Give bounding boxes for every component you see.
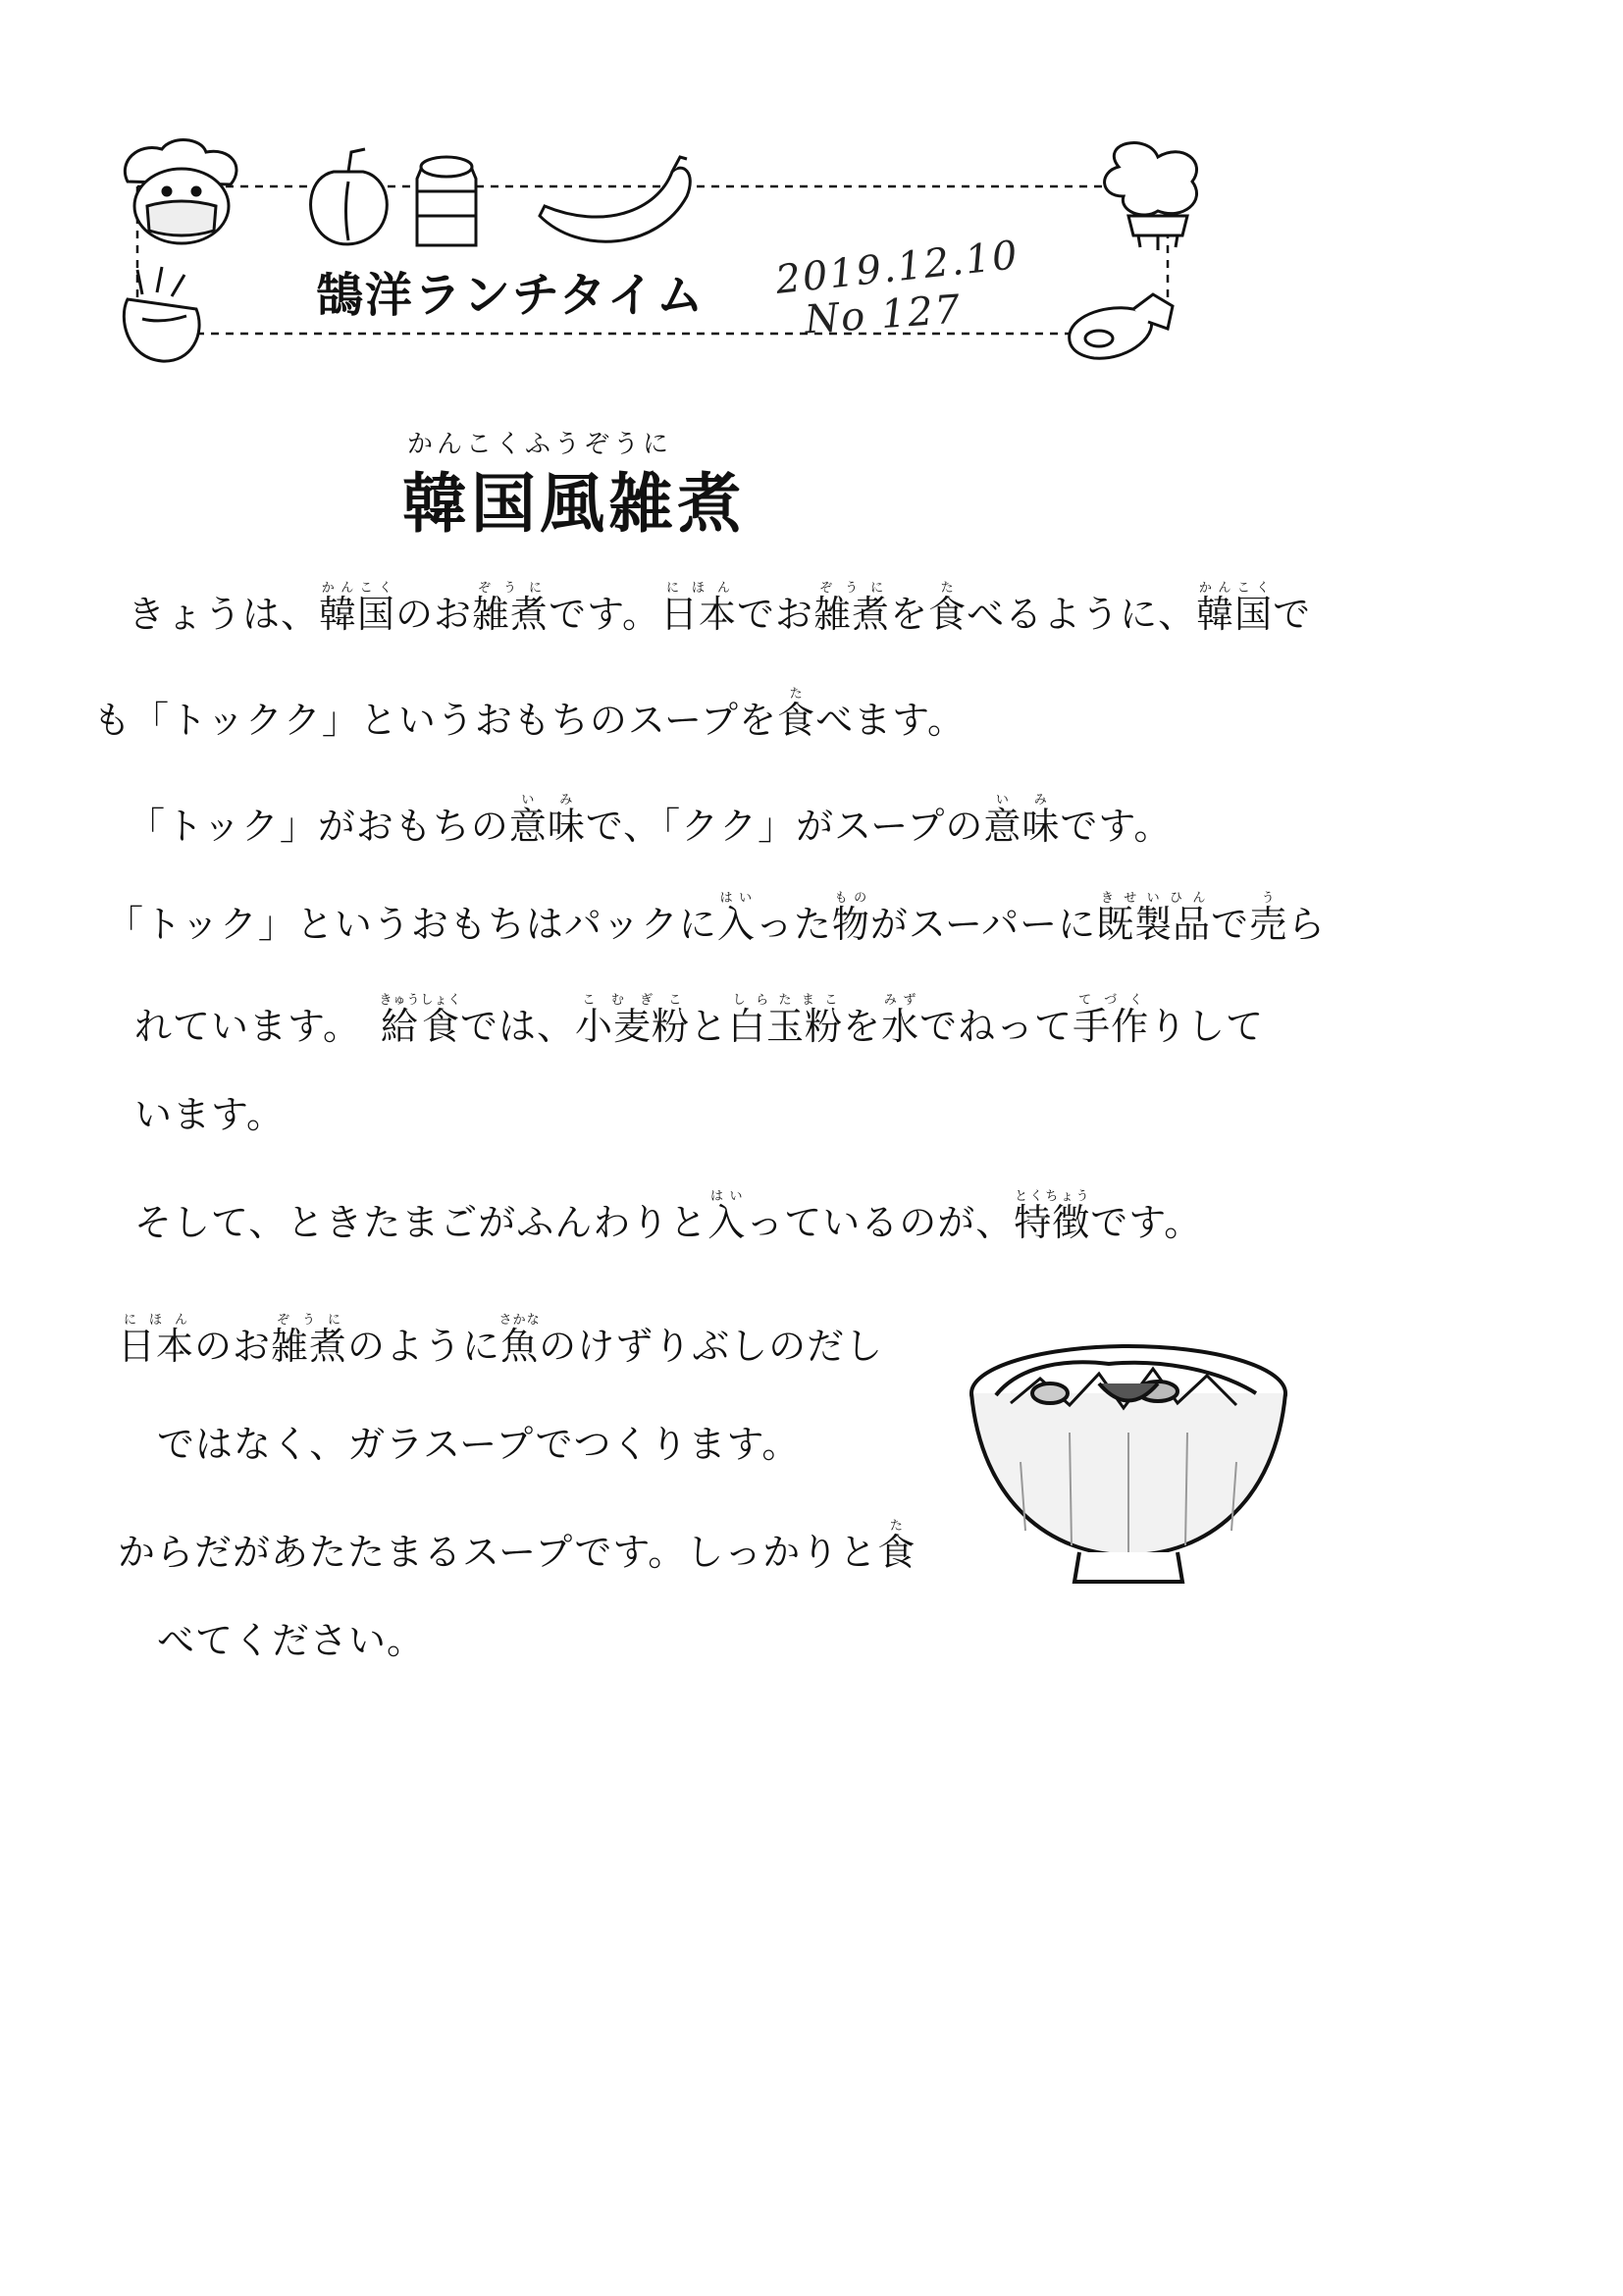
paragraph-line-9: ではなく、ガラスープでつくります。 bbox=[157, 1423, 801, 1466]
paragraph-line-5: れています。 給食きゅうしょくでは、小麦粉こむぎこと白玉粉しらたまこを水みずでねって手作てづくりして bbox=[134, 993, 1265, 1048]
header-frame bbox=[108, 137, 1227, 373]
newsletter-title: 鵠洋ランチタイム bbox=[316, 268, 706, 323]
chef-icon bbox=[125, 140, 236, 243]
paragraph-line-11: べてください。 bbox=[157, 1619, 426, 1662]
paragraph-line-7: そして、ときたまごがふんわりと入はいっているのが、特徴とくちょうです。 bbox=[134, 1189, 1203, 1244]
paragraph-line-3: 「トック」がおもちの意味いみで、「クク」がスープの意味いみです。 bbox=[128, 793, 1173, 848]
paragraph-line-2: も「トックク」というおもちのスープを食たべます。 bbox=[93, 687, 967, 742]
paragraph-line-6: います。 bbox=[134, 1093, 285, 1136]
cauliflower-icon bbox=[1105, 143, 1197, 250]
banana-icon bbox=[540, 157, 690, 241]
title-ruby: かんこくふうぞうに bbox=[407, 430, 673, 459]
paragraph-line-8: 日本にほんのお雑煮ぞうにのように魚さかなのけずりぶしのだし bbox=[118, 1313, 884, 1368]
soup-bowl-icon bbox=[962, 1325, 1295, 1599]
page-title: 韓国風雑煮 bbox=[402, 466, 746, 542]
handwritten-date: 2019.12.10 bbox=[773, 233, 1021, 303]
bell-pepper-icon bbox=[311, 149, 388, 244]
paragraph-line-10: からだがあたたまるスープです。しっかりと食た bbox=[118, 1519, 916, 1574]
eggplant-icon bbox=[1070, 294, 1173, 358]
handwritten-issue-number: No 127 bbox=[803, 287, 964, 343]
paragraph-line-1: きょうは、韓国かんこくのお雑煮ぞうにです。日本にほんでお雑煮ぞうにを食たべるように、韓国かんこくで bbox=[128, 581, 1312, 636]
carrot-icon bbox=[124, 267, 199, 361]
paragraph-line-4: 「トック」というおもちはパックに入はいった物ものがスーパーに既製品きせいひんで売うら bbox=[106, 891, 1327, 946]
milk-carton-icon bbox=[417, 157, 476, 245]
